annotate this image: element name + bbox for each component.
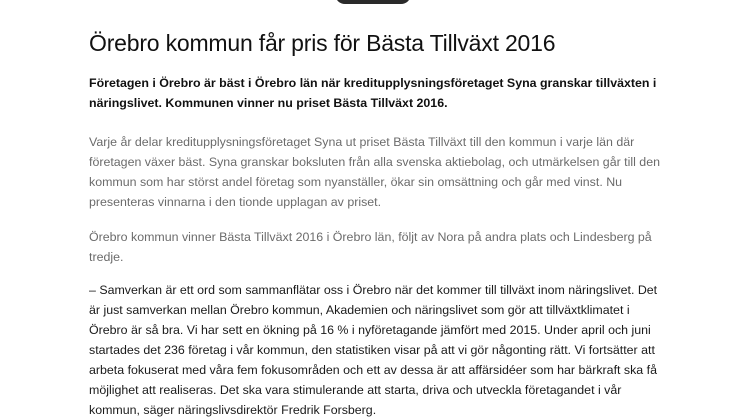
header-edge-mark: [335, 0, 411, 4]
article-title: Örebro kommun får pris för Bästa Tillväxt 2016: [89, 30, 556, 56]
article-paragraph-1: Varje år delar kreditupplysningsföretaget Syna ut priset Bästa Tillväxt till den kommun i varje län där företagen växer bäst. Syna granskar boksluten från alla svenska aktiebolag, och utmärkelsen går till den kommun som har störst andel företag som nyanställer, ökar sin omsättning och går med vinst. Nu presenteras vinnarna i den tionde upplagan av priset.: [89, 135, 660, 209]
article-paragraph-2: Örebro kommun vinner Bästa Tillväxt 2016 i Örebro län, följt av Nora på andra plats och Lindesberg på tredje.: [89, 230, 652, 264]
article-lead: Företagen i Örebro är bäst i Örebro län när kreditupplysningsföretaget Syna granskar tillväxten i näringslivet. Kommunen vinner nu priset Bästa Tillväxt 2016.: [89, 76, 657, 110]
article-quote: – Samverkan är ett ord som sammanflätar oss i Örebro när det kommer till tillväxt inom näringslivet. Det är just samverkan mellan Örebro kommun, Akademien och näringslivet som gör att tillväxtklimatet i Örebro är så bra. Vi har sett en ökning på 16 % i nyföretagande jämfört med 2015. Under april och juni startades det 236 företag i vår kommun, den statistiken visar på att vi gör någonting rätt. Vi fortsätter att arbeta fokuserat med våra fem fokusområden och ett av dessa är att affärsidéer som har bärkraft ska få möjlighet att realiseras. Det ska vara stimulerande att starta, driva och utveckla företagandet i vår kommun, säger näringslivsdirektör Fredrik Forsberg.: [89, 283, 658, 417]
